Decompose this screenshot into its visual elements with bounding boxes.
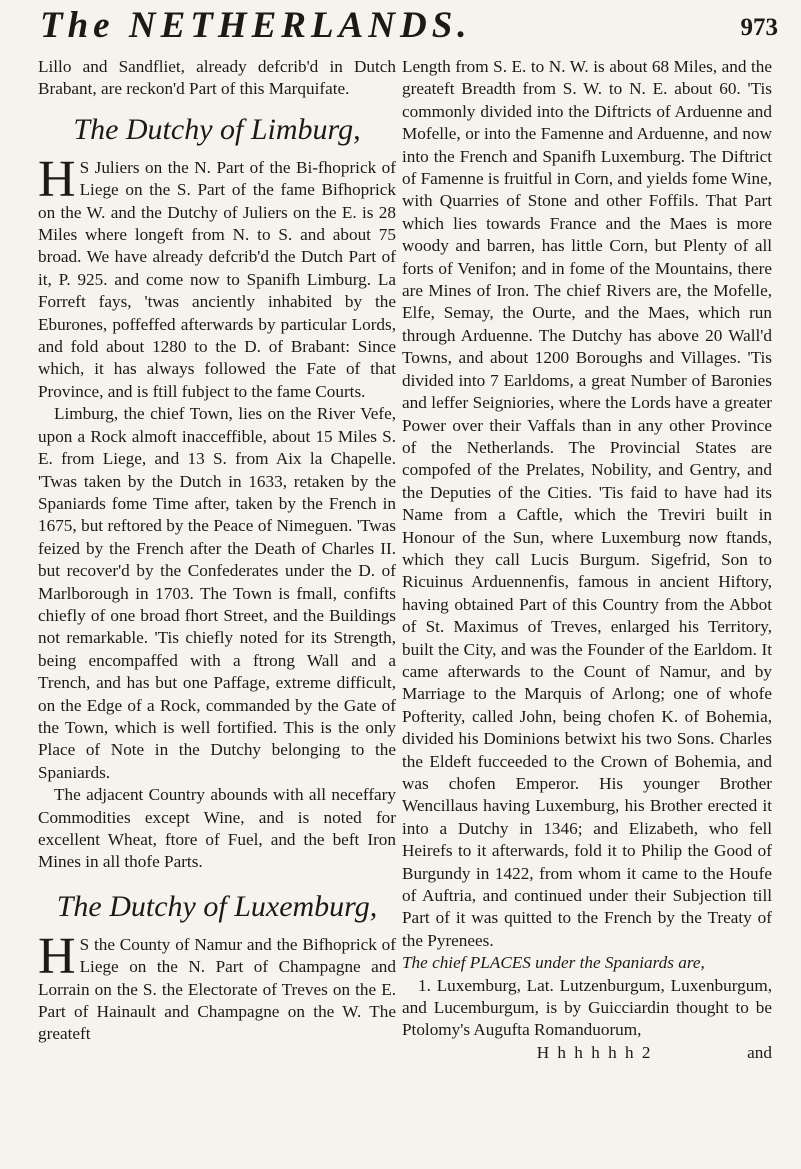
luxemburg-paragraph-1 bbox=[38, 927, 396, 1046]
running-title: The NETHERLANDS. bbox=[40, 5, 472, 46]
right-column bbox=[402, 56, 772, 1064]
luxemburg-paragraph-2: Length from S. E. to N. W. is about 68 Miles, and the greateft Breadth from S. W. to N. E. about 60. 'Tis commonly divided into the Diftricts of Arduenne and Mofelle, or into the Famenne and Arduenne, and now into the French and Spanifh Luxemburg. The Diftrict of Famenne is fruitful in Corn, and yields fome Wine, with Quarries of Stone and other Foffils. That Part which lies towards France and the Maes is more woody and barren, has little Corn, but Plenty of all forts of Venifon; and in fome of the Mountains, there are Mines of Iron. The chief Rivers are, the Mofelle, Elfe, Semay, the Ourte, and the Maes, which run through Arduenne. The Dutchy has above 20 Wall'd Towns, and about 1200 Boroughs and Villages. 'Tis divided into 7 Earldoms, a great Number of Baronies and leffer Seigniories, where the Lords have a greater Power over their Vaffals than in any other Province of the Netherlands. The Provincial States are compofed of the Prelates, Nobility, and Gentry, and the Deputies of the Cities. 'Tis faid to have had its Name from a Caftle, which the Treviri built in Honour of the Sun, where Luxemburg now ftands, which they call Lucis Burgum. Sigefrid, Son to Ricuinus Arduennenfis, famous in ancient Hiftory, having obtained Part of this Country from the Abbot of St. Maximus of Treves, enlarged his Territory, built the City, and was the Founder of the Earldom. It came afterwards to the Count of Namur, and by Marriage to the Marquis of Arlong; one of whofe Pofterity, called John, being chofen K. of Bohemia, divided his Dominions betwixt his two Sons. Charles the Eldeft fucceeded to the Crown of Bohemia, and was chofen Emperor. His younger Brother Wencillaus having Luxemburg, his Brother erected it into a Dutchy in 1346; and Elizabeth, who fell Heirefs to it afterwards, fold it to Philip the Good of Burgundy in 1422, from whom it came to the Houfe of Auftria, and continued under their Subjection till Part of it was quitted to the French by the Treaty of the Pyrenees. bbox=[402, 57, 772, 950]
signature-row bbox=[402, 1042, 772, 1064]
page-header bbox=[28, 4, 788, 50]
page-number: 973 bbox=[740, 14, 778, 41]
place-luxemburg-paragraph: 1. Luxemburg, Lat. Lutzenburgum, Luxenburgum, and Lucemburgum, is by Guicciardin thought to be Ptolomy's Augufta Romanduorum, bbox=[402, 975, 772, 1040]
catchword: and bbox=[747, 1042, 772, 1062]
limburg-section-title: The Dutchy of Limburg, bbox=[73, 112, 361, 146]
limburg-paragraph-1 bbox=[38, 150, 396, 403]
intro-paragraph: Lillo and Sandfliet, already defcrib'd in Dutch Brabant, are reckon'd Part of this Marquifate. bbox=[38, 57, 396, 99]
limburg-dropcap: H bbox=[38, 150, 76, 208]
left-column bbox=[38, 56, 396, 1046]
limburg-paragraph-3: The adjacent Country abounds with all neceffary Commodities except Wine, and is noted for excellent Wheat, ftore of Fuel, and the beft Iron Mines in all thofe Parts. bbox=[38, 785, 396, 872]
luxemburg-dropcap: H bbox=[38, 927, 76, 985]
luxemburg-paragraph-1-text: S the County of Namur and the Bifhoprick of Liege on the N. Part of Champagne and Lorrain on the S. the Electorate of Treves on the E. Part of Hainault and Champagne on the W. The greateft bbox=[38, 934, 396, 1044]
limburg-paragraph-2: Limburg, the chief Town, lies on the River Vefe, upon a Rock almoft inacceffible, about 15 Miles S. E. from Liege, and 13 S. from Aix la Chapelle. 'Twas taken by the Dutch in 1633, retaken by the Spaniards fome Time after, taken by the French in 1675, but reftored by the Peace of Nimeguen. 'Twas feized by the French after the Death of Charles II. but recover'd by the Confederates under the D. of Marlborough in 1703. The Town is fmall, confifts chiefly of one broad fhort Street, and the Buildings not remarkable. 'Tis chiefly noted for its Strength, being encompaffed with a ftrong Wall and a Trench, and has but one Paffage, extreme difficult, on the Edge of a Rock, commanded by the Gate of the Town, which is well fortified. This is the only Place of Note in the Dutchy belonging to the Spaniards. bbox=[38, 404, 396, 782]
signature-mark: H h h h h h 2 bbox=[536, 1042, 653, 1062]
luxemburg-section-title: The Dutchy of Luxemburg, bbox=[56, 889, 378, 923]
limburg-paragraph-1-text: S Juliers on the N. Part of the Bi-fhoprick of Liege on the S. Part of the fame Bifhoprick on the W. and the Dutchy of Juliers on the E. is 28 Miles where longeft from N. to S. and about 75 broad. We have already defcrib'd the Dutch Part of it, P. 925. and come now to Spanifh Limburg. La Forreft fays, 'twas anciently inhabited by the Eburones, poffeffed afterwards by particular Lords, and fold about 1280 to the D. of Brabant: Since which, it has always followed the Fate of that Province, and is ftill fubject to the fame Courts. bbox=[38, 157, 396, 401]
chief-places-heading: The chief PLACES under the Spaniards are, bbox=[402, 953, 705, 973]
